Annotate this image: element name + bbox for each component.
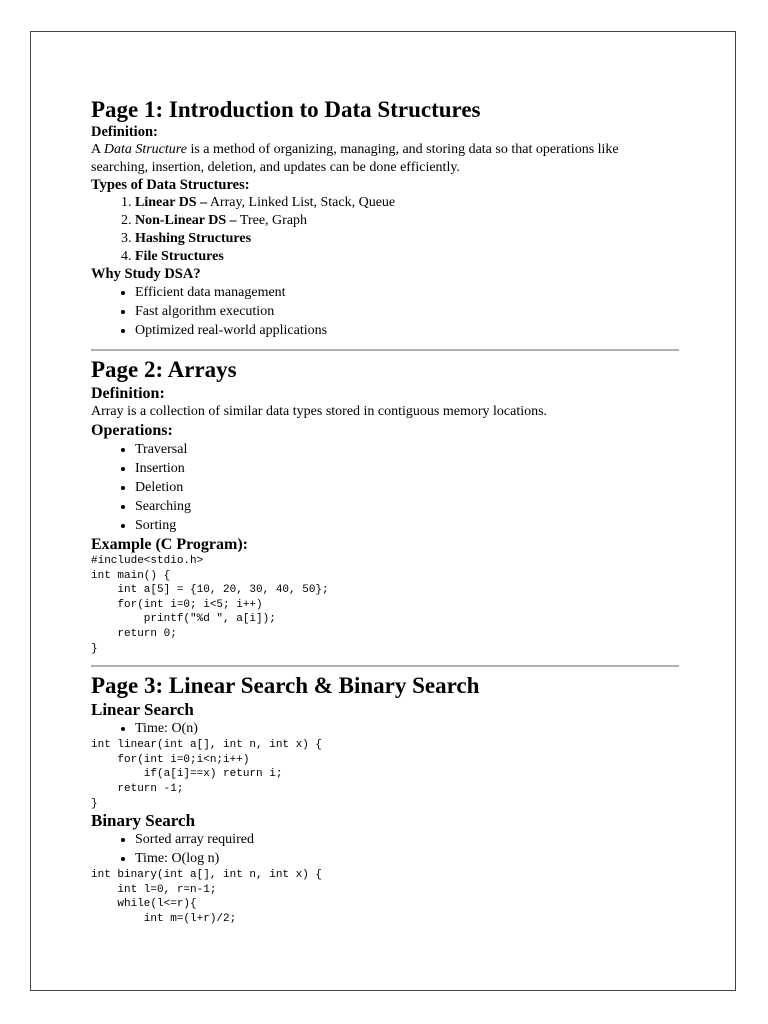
- binary-point: • Sorted array required: [135, 830, 679, 849]
- page1-why-heading: Why Study DSA?: [91, 266, 201, 282]
- page2-operations-heading: Operations:: [91, 422, 173, 439]
- operations-list-item: • Deletion: [135, 478, 679, 497]
- page2-definition-heading: Definition:: [91, 385, 165, 402]
- operations-list-item: • Traversal: [135, 440, 679, 459]
- type-name: Linear DS –: [135, 195, 208, 210]
- page1-definition-text: [91, 141, 679, 177]
- operations-list-item: • Sorting: [135, 516, 679, 535]
- linear-point: • Time: O(n): [135, 719, 679, 738]
- array-code-block: #include<stdio.h> int main() { int a[5] = {10, 20, 30, 40, 50}; for(int i=0; i<5; i++) printf("%d ", a[i]); return 0; }: [91, 555, 329, 655]
- document-content: [91, 92, 679, 927]
- type-desc: Tree, Graph: [236, 213, 308, 228]
- type-desc: Array, Linked List, Stack, Queue: [207, 195, 396, 210]
- types-list-item: [135, 212, 679, 230]
- types-list-item: [135, 194, 679, 212]
- page2-title: Page 2: Arrays: [91, 357, 237, 382]
- definition-body: is a method of organizing, managing, and storing data so that operations like searching, insertion, deletion, and updates can be done efficiently.: [91, 142, 619, 175]
- section-divider: [91, 349, 679, 351]
- section-divider: [91, 665, 679, 667]
- definition-term: Data Structure: [103, 142, 187, 157]
- page1-definition-heading: Definition:: [91, 124, 158, 140]
- linear-search-heading: Linear Search: [91, 700, 194, 720]
- page3-title: Page 3: Linear Search & Binary Search: [91, 673, 480, 699]
- page2-example-heading: Example (C Program):: [91, 536, 248, 553]
- why-list-item: • Fast algorithm execution: [135, 302, 679, 321]
- linear-points-list: [91, 719, 679, 738]
- types-list: [91, 194, 679, 266]
- operations-list: [91, 440, 679, 535]
- page1-types-heading: Types of Data Structures:: [91, 177, 250, 193]
- binary-point: • Time: O(log n): [135, 849, 679, 868]
- definition-prefix: A: [91, 142, 104, 157]
- why-list-item: • Optimized real-world applications: [135, 321, 679, 340]
- types-list-item: [135, 230, 679, 248]
- type-name: File Structures: [135, 249, 224, 264]
- type-name: Non-Linear DS –: [135, 213, 237, 228]
- page1-title: Page 1: Introduction to Data Structures: [91, 97, 481, 122]
- types-list-item: [135, 248, 679, 266]
- section-page2: [91, 356, 679, 656]
- binary-code-block: int binary(int a[], int n, int x) { int l=0, r=n-1; while(l<=r){ int m=(l+r)/2;: [91, 869, 323, 925]
- linear-code-block: int linear(int a[], int n, int x) { for(int i=0;i<n;i++) if(a[i]==x) return i; return -1; }: [91, 739, 323, 810]
- why-list: [91, 283, 679, 340]
- section-page1: [91, 96, 679, 340]
- operations-list-item: • Insertion: [135, 459, 679, 478]
- why-list-item: • Efficient data management: [135, 283, 679, 302]
- type-name: Hashing Structures: [135, 231, 252, 246]
- page2-definition-text: Array is a collection of similar data types stored in contiguous memory locations.: [91, 404, 548, 419]
- section-page3: [91, 672, 679, 926]
- operations-list-item: • Searching: [135, 497, 679, 516]
- document-page: [30, 31, 736, 991]
- binary-search-heading: Binary Search: [91, 811, 196, 831]
- binary-points-list: [91, 830, 679, 868]
